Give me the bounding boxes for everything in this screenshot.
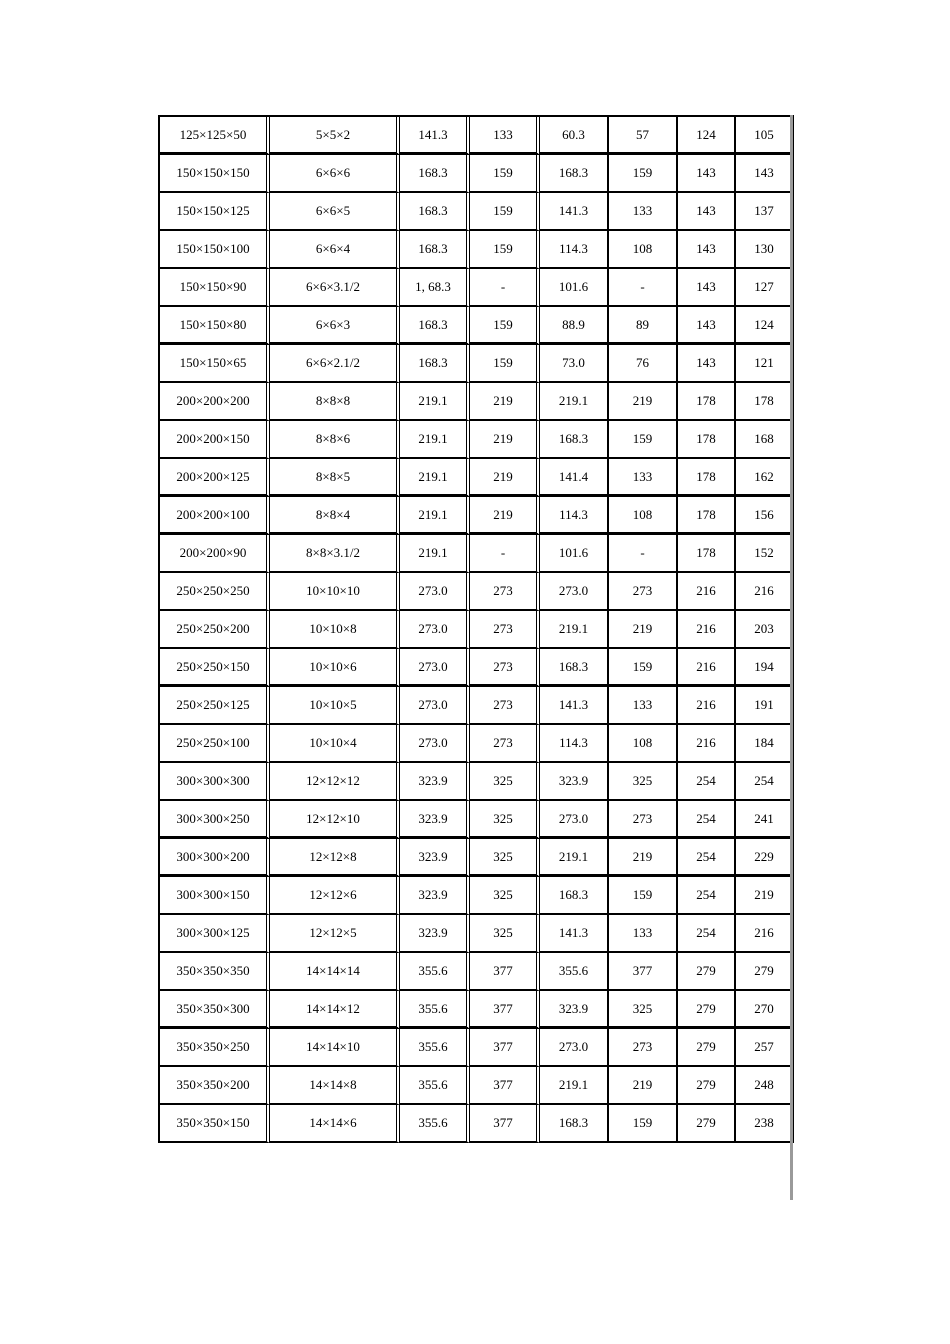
cell-size-inch: 6×6×3.1/2 bbox=[270, 269, 400, 307]
cell-size-inch: 6×6×2.1/2 bbox=[270, 345, 400, 383]
cell-size-mm: 150×150×100 bbox=[160, 231, 270, 269]
cell-size-mm: 200×200×200 bbox=[160, 383, 270, 421]
cell-size-mm: 300×300×200 bbox=[160, 839, 270, 877]
cell-run-od-b: 325 bbox=[470, 915, 540, 953]
cell-branch-od-b: 219 bbox=[609, 1067, 678, 1105]
cell-size-mm: 250×250×125 bbox=[160, 687, 270, 725]
cell-run-od-b: 377 bbox=[470, 1067, 540, 1105]
cell-branch-od-b: 325 bbox=[609, 991, 678, 1029]
cell-run-od-b: 159 bbox=[470, 155, 540, 193]
table-row bbox=[160, 991, 794, 1029]
cell-run-od-b: 273 bbox=[470, 687, 540, 725]
table-row bbox=[160, 915, 794, 953]
cell-run-od-b: 273 bbox=[470, 725, 540, 763]
cell-center-to-end-branch: 178 bbox=[736, 383, 794, 421]
table-body bbox=[160, 117, 794, 1143]
tee-dimension-table bbox=[158, 115, 794, 1143]
cell-center-to-end-run: 143 bbox=[678, 193, 736, 231]
cell-branch-od-b: 273 bbox=[609, 1029, 678, 1067]
cell-branch-od-b: 133 bbox=[609, 915, 678, 953]
cell-center-to-end-branch: 168 bbox=[736, 421, 794, 459]
cell-size-inch: 12×12×10 bbox=[270, 801, 400, 839]
cell-run-od-a: 168.3 bbox=[400, 155, 470, 193]
cell-center-to-end-run: 216 bbox=[678, 573, 736, 611]
cell-branch-od-b: 159 bbox=[609, 877, 678, 915]
cell-center-to-end-run: 124 bbox=[678, 117, 736, 155]
cell-center-to-end-run: 254 bbox=[678, 763, 736, 801]
cell-run-od-a: 355.6 bbox=[400, 953, 470, 991]
cell-center-to-end-run: 143 bbox=[678, 345, 736, 383]
cell-size-inch: 12×12×6 bbox=[270, 877, 400, 915]
cell-branch-od-b: 273 bbox=[609, 573, 678, 611]
cell-branch-od-a: 141.3 bbox=[540, 687, 609, 725]
cell-run-od-b: 159 bbox=[470, 231, 540, 269]
cell-run-od-a: 273.0 bbox=[400, 573, 470, 611]
cell-run-od-b: 273 bbox=[470, 649, 540, 687]
cell-branch-od-a: 101.6 bbox=[540, 535, 609, 573]
cell-center-to-end-branch: 156 bbox=[736, 497, 794, 535]
cell-size-mm: 150×150×65 bbox=[160, 345, 270, 383]
cell-size-mm: 200×200×125 bbox=[160, 459, 270, 497]
cell-center-to-end-branch: 105 bbox=[736, 117, 794, 155]
cell-center-to-end-run: 178 bbox=[678, 459, 736, 497]
cell-center-to-end-branch: 257 bbox=[736, 1029, 794, 1067]
cell-branch-od-b: 89 bbox=[609, 307, 678, 345]
cell-run-od-a: 273.0 bbox=[400, 687, 470, 725]
cell-run-od-a: 273.0 bbox=[400, 649, 470, 687]
table-row bbox=[160, 231, 794, 269]
cell-run-od-b: - bbox=[470, 269, 540, 307]
cell-branch-od-a: 168.3 bbox=[540, 155, 609, 193]
cell-branch-od-a: 323.9 bbox=[540, 763, 609, 801]
cell-branch-od-b: 159 bbox=[609, 155, 678, 193]
cell-size-mm: 350×350×250 bbox=[160, 1029, 270, 1067]
cell-run-od-b: 159 bbox=[470, 345, 540, 383]
cell-center-to-end-run: 178 bbox=[678, 383, 736, 421]
cell-branch-od-a: 101.6 bbox=[540, 269, 609, 307]
cell-branch-od-a: 114.3 bbox=[540, 231, 609, 269]
table-row bbox=[160, 1105, 794, 1143]
table-row bbox=[160, 763, 794, 801]
cell-center-to-end-branch: 194 bbox=[736, 649, 794, 687]
table-row bbox=[160, 193, 794, 231]
table-row bbox=[160, 383, 794, 421]
cell-run-od-b: 219 bbox=[470, 421, 540, 459]
cell-branch-od-a: 219.1 bbox=[540, 383, 609, 421]
cell-run-od-b: 159 bbox=[470, 193, 540, 231]
spec-table-container bbox=[158, 115, 792, 1143]
cell-center-to-end-run: 216 bbox=[678, 725, 736, 763]
table-row bbox=[160, 953, 794, 991]
cell-size-inch: 8×8×4 bbox=[270, 497, 400, 535]
cell-run-od-a: 323.9 bbox=[400, 877, 470, 915]
cell-center-to-end-branch: 130 bbox=[736, 231, 794, 269]
cell-run-od-a: 219.1 bbox=[400, 497, 470, 535]
cell-size-mm: 200×200×150 bbox=[160, 421, 270, 459]
cell-branch-od-a: 168.3 bbox=[540, 421, 609, 459]
table-row bbox=[160, 421, 794, 459]
cell-center-to-end-branch: 184 bbox=[736, 725, 794, 763]
cell-run-od-b: 377 bbox=[470, 1105, 540, 1143]
cell-branch-od-b: 159 bbox=[609, 421, 678, 459]
cell-size-mm: 250×250×150 bbox=[160, 649, 270, 687]
cell-size-inch: 6×6×4 bbox=[270, 231, 400, 269]
cell-branch-od-b: 108 bbox=[609, 497, 678, 535]
cell-run-od-b: 219 bbox=[470, 383, 540, 421]
cell-center-to-end-branch: 124 bbox=[736, 307, 794, 345]
table-row bbox=[160, 345, 794, 383]
cell-run-od-a: 323.9 bbox=[400, 763, 470, 801]
cell-size-inch: 5×5×2 bbox=[270, 117, 400, 155]
table-row bbox=[160, 649, 794, 687]
cell-branch-od-a: 141.3 bbox=[540, 193, 609, 231]
cell-run-od-b: 159 bbox=[470, 307, 540, 345]
cell-size-inch: 6×6×3 bbox=[270, 307, 400, 345]
cell-branch-od-b: - bbox=[609, 535, 678, 573]
table-row bbox=[160, 1029, 794, 1067]
cell-center-to-end-run: 143 bbox=[678, 269, 736, 307]
cell-run-od-a: 168.3 bbox=[400, 307, 470, 345]
table-row bbox=[160, 877, 794, 915]
cell-run-od-a: 323.9 bbox=[400, 801, 470, 839]
cell-size-inch: 12×12×12 bbox=[270, 763, 400, 801]
cell-branch-od-a: 114.3 bbox=[540, 497, 609, 535]
cell-branch-od-a: 273.0 bbox=[540, 573, 609, 611]
cell-center-to-end-branch: 229 bbox=[736, 839, 794, 877]
cell-center-to-end-branch: 238 bbox=[736, 1105, 794, 1143]
table-row bbox=[160, 535, 794, 573]
cell-center-to-end-branch: 248 bbox=[736, 1067, 794, 1105]
cell-run-od-a: 355.6 bbox=[400, 1105, 470, 1143]
cell-branch-od-a: 168.3 bbox=[540, 877, 609, 915]
cell-run-od-b: 219 bbox=[470, 459, 540, 497]
cell-run-od-a: 219.1 bbox=[400, 535, 470, 573]
cell-size-inch: 14×14×10 bbox=[270, 1029, 400, 1067]
cell-size-mm: 300×300×125 bbox=[160, 915, 270, 953]
cell-run-od-b: 377 bbox=[470, 953, 540, 991]
cell-size-inch: 12×12×5 bbox=[270, 915, 400, 953]
cell-size-inch: 12×12×8 bbox=[270, 839, 400, 877]
cell-size-inch: 6×6×5 bbox=[270, 193, 400, 231]
table-row bbox=[160, 459, 794, 497]
cell-center-to-end-branch: 270 bbox=[736, 991, 794, 1029]
cell-center-to-end-branch: 152 bbox=[736, 535, 794, 573]
cell-run-od-b: 219 bbox=[470, 497, 540, 535]
cell-center-to-end-run: 178 bbox=[678, 497, 736, 535]
cell-branch-od-a: 168.3 bbox=[540, 649, 609, 687]
cell-branch-od-b: - bbox=[609, 269, 678, 307]
cell-branch-od-b: 133 bbox=[609, 687, 678, 725]
page-right-rule bbox=[790, 115, 793, 1200]
cell-center-to-end-run: 279 bbox=[678, 1067, 736, 1105]
cell-center-to-end-run: 143 bbox=[678, 155, 736, 193]
cell-size-mm: 150×150×125 bbox=[160, 193, 270, 231]
table-row bbox=[160, 573, 794, 611]
cell-size-mm: 350×350×300 bbox=[160, 991, 270, 1029]
cell-run-od-a: 355.6 bbox=[400, 1067, 470, 1105]
cell-size-inch: 10×10×8 bbox=[270, 611, 400, 649]
table-row bbox=[160, 801, 794, 839]
cell-size-mm: 300×300×250 bbox=[160, 801, 270, 839]
cell-branch-od-a: 219.1 bbox=[540, 839, 609, 877]
cell-branch-od-b: 159 bbox=[609, 1105, 678, 1143]
cell-center-to-end-branch: 254 bbox=[736, 763, 794, 801]
cell-run-od-a: 219.1 bbox=[400, 459, 470, 497]
cell-center-to-end-branch: 279 bbox=[736, 953, 794, 991]
cell-run-od-a: 168.3 bbox=[400, 345, 470, 383]
cell-size-inch: 14×14×12 bbox=[270, 991, 400, 1029]
cell-size-mm: 150×150×150 bbox=[160, 155, 270, 193]
cell-branch-od-a: 273.0 bbox=[540, 1029, 609, 1067]
cell-center-to-end-run: 216 bbox=[678, 687, 736, 725]
cell-branch-od-b: 325 bbox=[609, 763, 678, 801]
cell-size-inch: 14×14×14 bbox=[270, 953, 400, 991]
cell-size-inch: 14×14×8 bbox=[270, 1067, 400, 1105]
cell-branch-od-b: 219 bbox=[609, 839, 678, 877]
cell-center-to-end-branch: 143 bbox=[736, 155, 794, 193]
cell-size-mm: 125×125×50 bbox=[160, 117, 270, 155]
cell-size-inch: 8×8×5 bbox=[270, 459, 400, 497]
cell-size-inch: 8×8×6 bbox=[270, 421, 400, 459]
cell-branch-od-b: 108 bbox=[609, 725, 678, 763]
cell-center-to-end-branch: 137 bbox=[736, 193, 794, 231]
cell-run-od-a: 355.6 bbox=[400, 991, 470, 1029]
table-row bbox=[160, 269, 794, 307]
cell-center-to-end-run: 254 bbox=[678, 839, 736, 877]
table-row bbox=[160, 1067, 794, 1105]
cell-run-od-a: 355.6 bbox=[400, 1029, 470, 1067]
cell-run-od-a: 273.0 bbox=[400, 611, 470, 649]
cell-run-od-a: 1, 68.3 bbox=[400, 269, 470, 307]
cell-branch-od-b: 133 bbox=[609, 193, 678, 231]
table-row bbox=[160, 117, 794, 155]
cell-center-to-end-run: 279 bbox=[678, 991, 736, 1029]
cell-run-od-b: 325 bbox=[470, 763, 540, 801]
cell-size-inch: 10×10×5 bbox=[270, 687, 400, 725]
cell-size-inch: 10×10×10 bbox=[270, 573, 400, 611]
cell-branch-od-b: 159 bbox=[609, 649, 678, 687]
cell-branch-od-a: 323.9 bbox=[540, 991, 609, 1029]
cell-center-to-end-run: 178 bbox=[678, 421, 736, 459]
cell-size-inch: 6×6×6 bbox=[270, 155, 400, 193]
cell-branch-od-b: 108 bbox=[609, 231, 678, 269]
cell-branch-od-b: 377 bbox=[609, 953, 678, 991]
cell-run-od-a: 323.9 bbox=[400, 839, 470, 877]
cell-branch-od-a: 273.0 bbox=[540, 801, 609, 839]
table-row bbox=[160, 497, 794, 535]
cell-size-mm: 150×150×80 bbox=[160, 307, 270, 345]
cell-branch-od-b: 57 bbox=[609, 117, 678, 155]
cell-run-od-a: 273.0 bbox=[400, 725, 470, 763]
cell-center-to-end-branch: 216 bbox=[736, 915, 794, 953]
cell-size-inch: 10×10×6 bbox=[270, 649, 400, 687]
table-row bbox=[160, 725, 794, 763]
cell-center-to-end-run: 178 bbox=[678, 535, 736, 573]
cell-center-to-end-branch: 203 bbox=[736, 611, 794, 649]
cell-center-to-end-branch: 162 bbox=[736, 459, 794, 497]
cell-size-inch: 10×10×4 bbox=[270, 725, 400, 763]
cell-size-mm: 300×300×150 bbox=[160, 877, 270, 915]
cell-center-to-end-branch: 241 bbox=[736, 801, 794, 839]
cell-size-mm: 250×250×250 bbox=[160, 573, 270, 611]
cell-size-mm: 350×350×200 bbox=[160, 1067, 270, 1105]
cell-center-to-end-branch: 216 bbox=[736, 573, 794, 611]
cell-size-mm: 200×200×90 bbox=[160, 535, 270, 573]
cell-center-to-end-run: 279 bbox=[678, 1105, 736, 1143]
cell-branch-od-b: 219 bbox=[609, 611, 678, 649]
cell-run-od-a: 219.1 bbox=[400, 383, 470, 421]
cell-size-mm: 150×150×90 bbox=[160, 269, 270, 307]
cell-run-od-b: 325 bbox=[470, 877, 540, 915]
table-row bbox=[160, 307, 794, 345]
cell-branch-od-a: 219.1 bbox=[540, 611, 609, 649]
cell-run-od-a: 168.3 bbox=[400, 193, 470, 231]
cell-branch-od-a: 88.9 bbox=[540, 307, 609, 345]
cell-branch-od-a: 219.1 bbox=[540, 1067, 609, 1105]
cell-center-to-end-run: 279 bbox=[678, 1029, 736, 1067]
cell-branch-od-b: 76 bbox=[609, 345, 678, 383]
cell-branch-od-a: 73.0 bbox=[540, 345, 609, 383]
cell-size-mm: 250×250×200 bbox=[160, 611, 270, 649]
cell-run-od-b: 377 bbox=[470, 1029, 540, 1067]
cell-center-to-end-run: 254 bbox=[678, 801, 736, 839]
cell-center-to-end-run: 143 bbox=[678, 307, 736, 345]
cell-size-mm: 200×200×100 bbox=[160, 497, 270, 535]
cell-center-to-end-run: 216 bbox=[678, 611, 736, 649]
cell-size-inch: 14×14×6 bbox=[270, 1105, 400, 1143]
cell-center-to-end-branch: 191 bbox=[736, 687, 794, 725]
cell-branch-od-b: 273 bbox=[609, 801, 678, 839]
cell-run-od-b: 273 bbox=[470, 573, 540, 611]
cell-center-to-end-run: 216 bbox=[678, 649, 736, 687]
cell-center-to-end-run: 279 bbox=[678, 953, 736, 991]
cell-center-to-end-branch: 127 bbox=[736, 269, 794, 307]
cell-run-od-b: 273 bbox=[470, 611, 540, 649]
cell-center-to-end-branch: 219 bbox=[736, 877, 794, 915]
cell-branch-od-a: 141.4 bbox=[540, 459, 609, 497]
cell-center-to-end-branch: 121 bbox=[736, 345, 794, 383]
cell-branch-od-a: 168.3 bbox=[540, 1105, 609, 1143]
cell-run-od-a: 219.1 bbox=[400, 421, 470, 459]
cell-branch-od-b: 219 bbox=[609, 383, 678, 421]
cell-size-mm: 250×250×100 bbox=[160, 725, 270, 763]
cell-size-mm: 300×300×300 bbox=[160, 763, 270, 801]
cell-branch-od-a: 141.3 bbox=[540, 915, 609, 953]
table-row bbox=[160, 839, 794, 877]
cell-run-od-b: 377 bbox=[470, 991, 540, 1029]
table-row bbox=[160, 155, 794, 193]
cell-run-od-b: - bbox=[470, 535, 540, 573]
cell-size-inch: 8×8×3.1/2 bbox=[270, 535, 400, 573]
cell-size-inch: 8×8×8 bbox=[270, 383, 400, 421]
cell-center-to-end-run: 254 bbox=[678, 877, 736, 915]
table-row bbox=[160, 687, 794, 725]
cell-size-mm: 350×350×350 bbox=[160, 953, 270, 991]
cell-branch-od-b: 133 bbox=[609, 459, 678, 497]
cell-branch-od-a: 60.3 bbox=[540, 117, 609, 155]
cell-branch-od-a: 355.6 bbox=[540, 953, 609, 991]
cell-run-od-a: 141.3 bbox=[400, 117, 470, 155]
cell-center-to-end-run: 254 bbox=[678, 915, 736, 953]
cell-size-mm: 350×350×150 bbox=[160, 1105, 270, 1143]
cell-branch-od-a: 114.3 bbox=[540, 725, 609, 763]
cell-run-od-b: 325 bbox=[470, 801, 540, 839]
cell-run-od-b: 133 bbox=[470, 117, 540, 155]
cell-run-od-a: 168.3 bbox=[400, 231, 470, 269]
cell-center-to-end-run: 143 bbox=[678, 231, 736, 269]
table-row bbox=[160, 611, 794, 649]
cell-run-od-b: 325 bbox=[470, 839, 540, 877]
cell-run-od-a: 323.9 bbox=[400, 915, 470, 953]
